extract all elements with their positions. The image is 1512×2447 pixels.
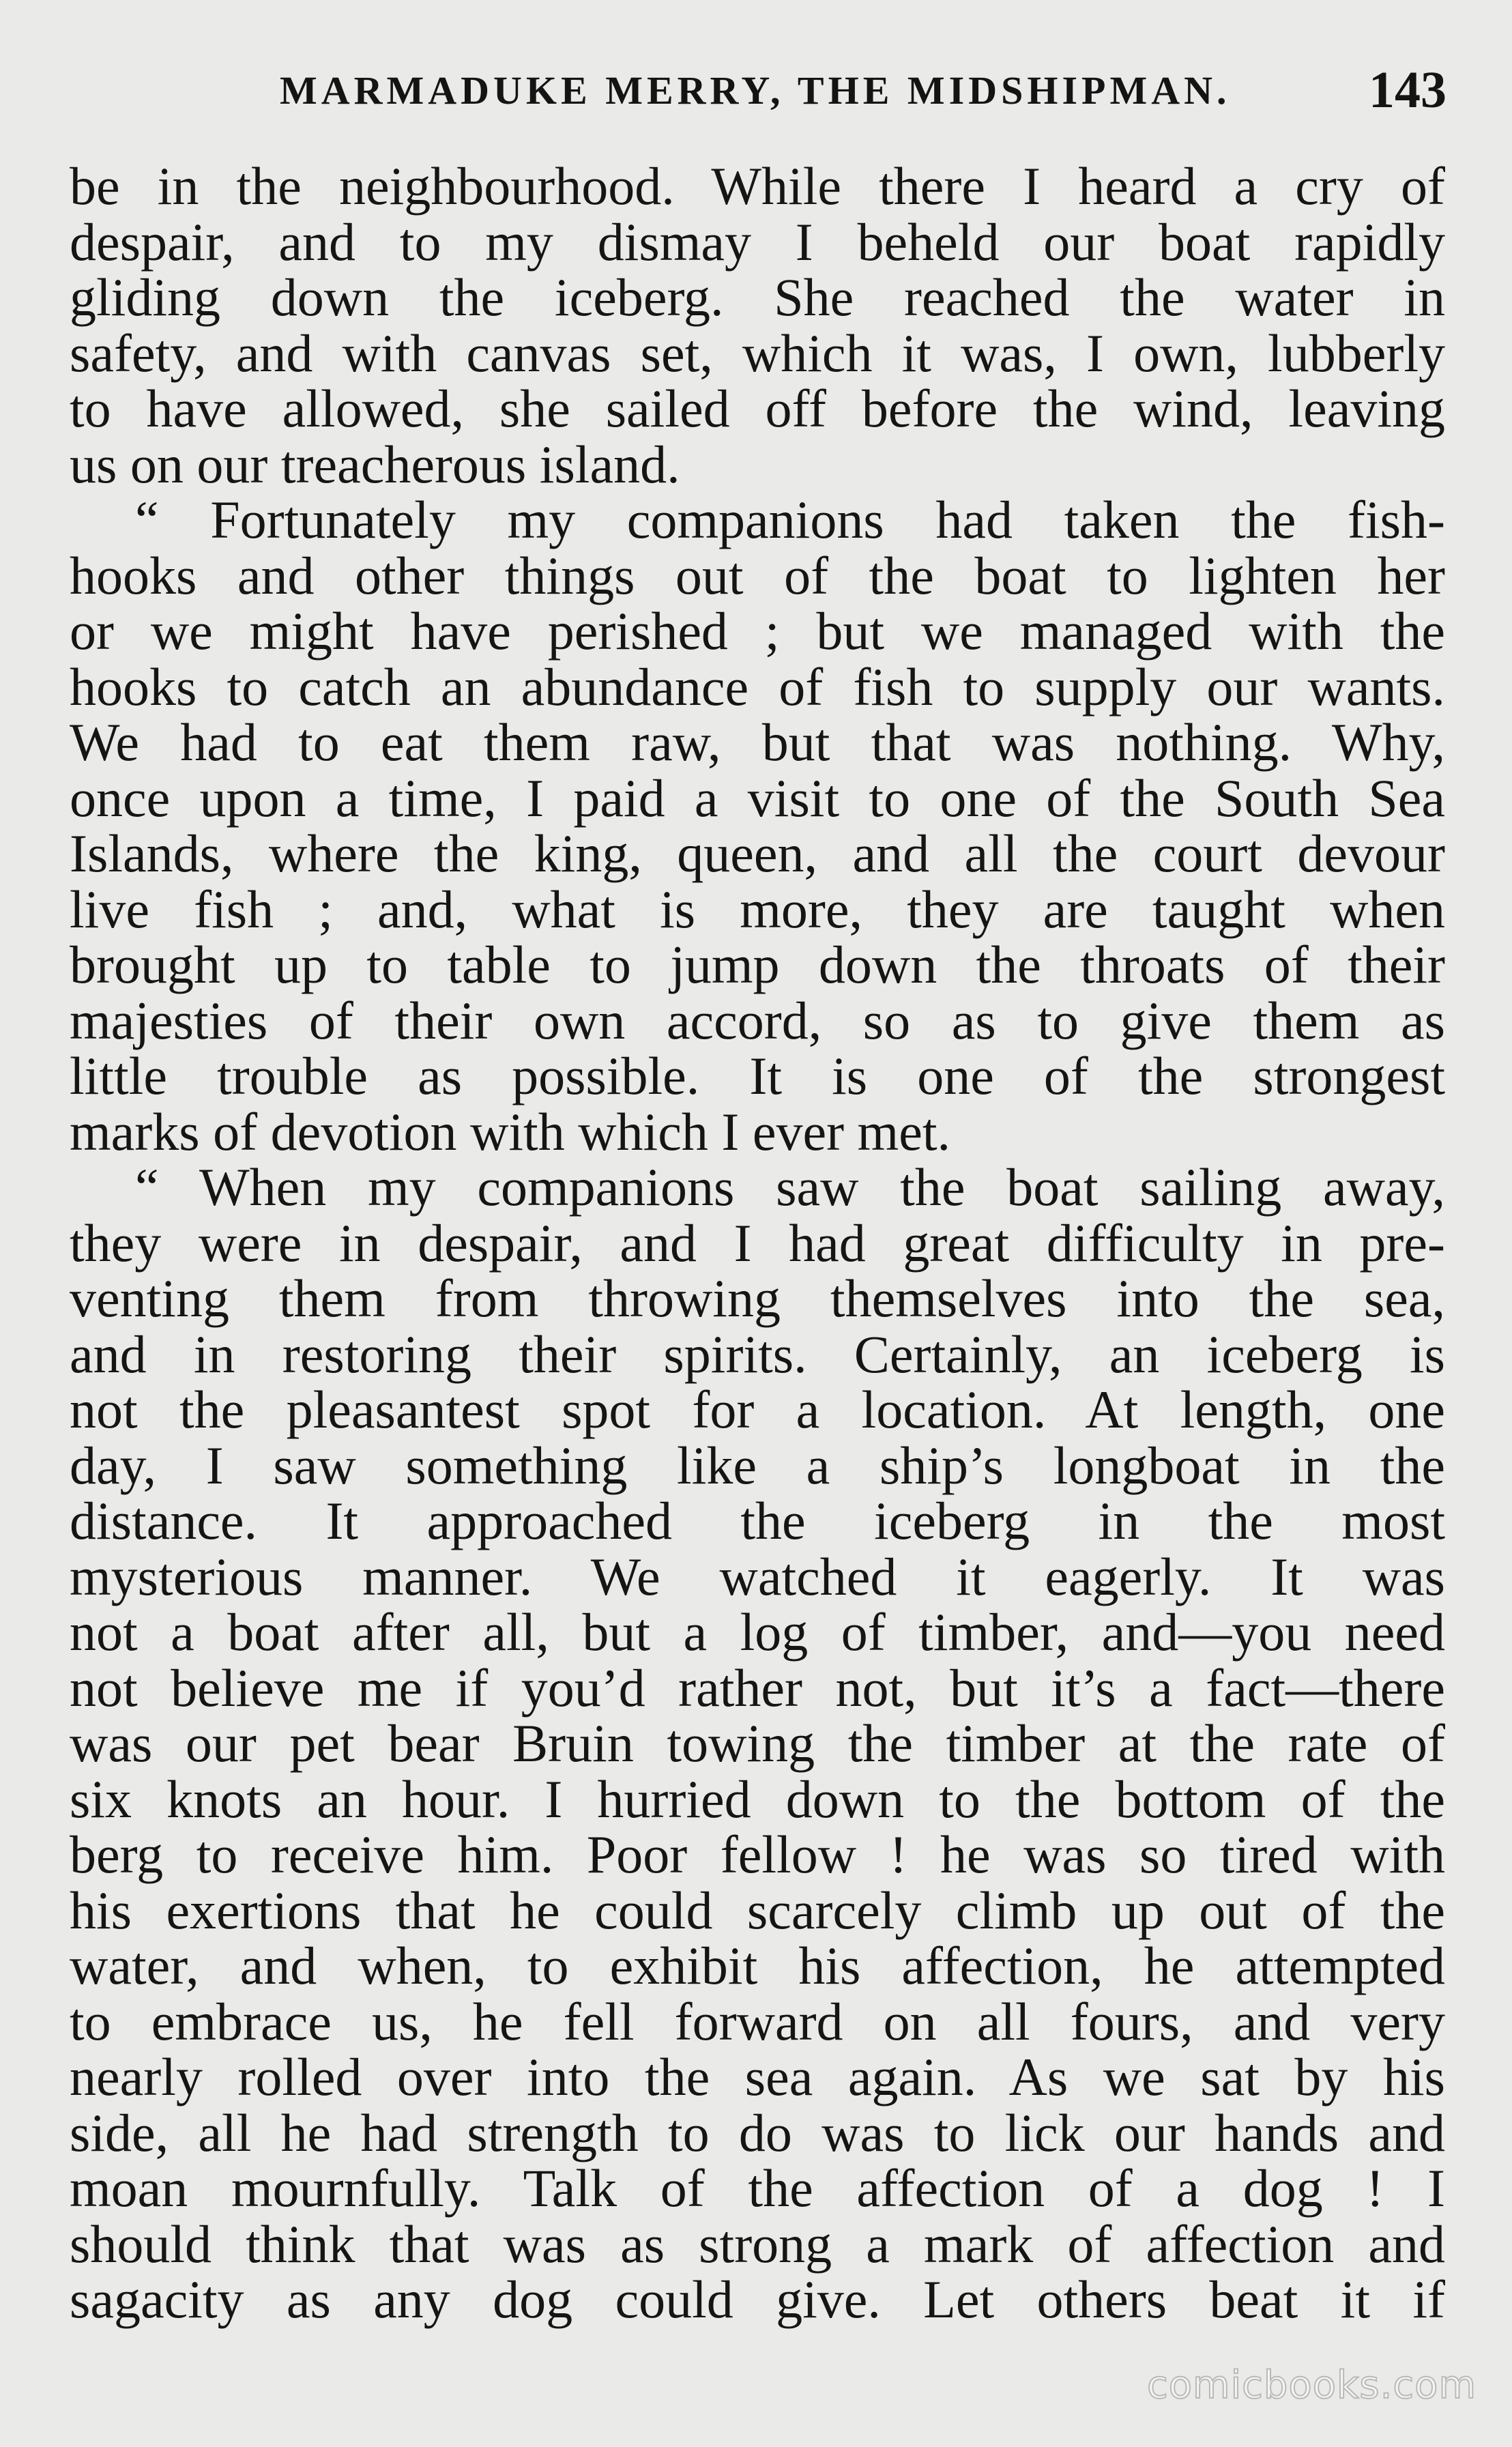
text-line: to have allowed, she sailed off before the wind, leaving xyxy=(70,379,1445,438)
page-header xyxy=(280,56,1453,124)
text-line: day, I saw something like a ship’s longboat in the xyxy=(70,1435,1445,1495)
text-line: despair, and to my dismay I beheld our boat rapidly xyxy=(70,212,1445,272)
text-line: venting them from throwing themselves into the sea, xyxy=(70,1269,1445,1328)
text-line: Islands, where the king, queen, and all the court devour xyxy=(70,824,1445,883)
text-line: water, and when, to exhibit his affection, he attempted xyxy=(70,1936,1445,1995)
text-line: be in the neighbourhood. While there I heard a cry of xyxy=(70,156,1445,216)
text-line: live fish ; and, what is more, they are taught when xyxy=(70,879,1445,939)
text-line: once upon a time, I paid a visit to one of the South Sea xyxy=(70,768,1445,828)
text-line: “ Fortunately my companions had taken the fish- xyxy=(135,490,1445,549)
text-line: berg to receive him. Poor fellow ! he was so tired with xyxy=(70,1825,1445,1884)
text-line: to embrace us, he fell forward on all fours, and very xyxy=(70,1991,1445,2051)
text-line: nearly rolled over into the sea again. As we sat by his xyxy=(70,2047,1445,2106)
text-line: marks of devotion with which I ever met. xyxy=(70,1101,950,1161)
text-line: hooks to catch an abundance of fish to supply our wants. xyxy=(70,656,1445,716)
text-line: his exertions that he could scarcely climb up out of the xyxy=(70,1880,1445,1940)
running-title: MARMADUKE MERRY, THE MIDSHIPMAN. xyxy=(280,68,1231,113)
text-line: sagacity as any dog could give. Let others beat it if xyxy=(70,2270,1445,2329)
text-line: distance. It approached the iceberg in the most xyxy=(70,1491,1445,1550)
text-line: hooks and other things out of the boat to lighten her xyxy=(70,545,1445,605)
text-line: gliding down the iceberg. She reached the water in xyxy=(70,267,1445,327)
page-number: 143 xyxy=(1369,61,1446,119)
text-line: “ When my companions saw the boat sailing away, xyxy=(135,1157,1445,1217)
text-line: they were in despair, and I had great difficulty in pre- xyxy=(70,1213,1445,1273)
text-line: side, all he had strength to do was to lick our hands and xyxy=(70,2102,1445,2162)
text-line: brought up to table to jump down the throats of their xyxy=(70,935,1445,994)
text-line: was our pet bear Bruin towing the timber at the rate of xyxy=(70,1713,1445,1773)
text-line: We had to eat them raw, but that was nothing. Why, xyxy=(70,712,1445,772)
watermark: comicbooks.com xyxy=(1146,2363,1477,2407)
text-line: majesties of their own accord, so as to give them as xyxy=(70,990,1445,1050)
text-line: and in restoring their spirits. Certainly, an iceberg is xyxy=(70,1324,1445,1384)
text-line: not the pleasantest spot for a location. At length, one xyxy=(70,1380,1445,1439)
text-line: six knots an hour. I hurried down to the bottom of the xyxy=(70,1769,1445,1829)
text-line: should think that was as strong a mark of affection and xyxy=(70,2214,1445,2274)
text-line: moan mournfully. Talk of the affection of a dog ! I xyxy=(70,2158,1445,2218)
text-line: or we might have perished ; but we managed with the xyxy=(70,601,1445,661)
body-text xyxy=(70,158,1445,2328)
text-line: us on our treacherous island. xyxy=(70,434,680,494)
text-line: not a boat after all, but a log of timber, and—you need xyxy=(70,1602,1445,1662)
text-line: little trouble as possible. It is one of the strongest xyxy=(70,1046,1445,1105)
text-line: not believe me if you’d rather not, but it’s a fact—there xyxy=(70,1657,1445,1718)
text-line: mysterious manner. We watched it eagerly. It was xyxy=(70,1546,1445,1606)
text-line: safety, and with canvas set, which it was, I own, lubberly xyxy=(70,323,1445,383)
